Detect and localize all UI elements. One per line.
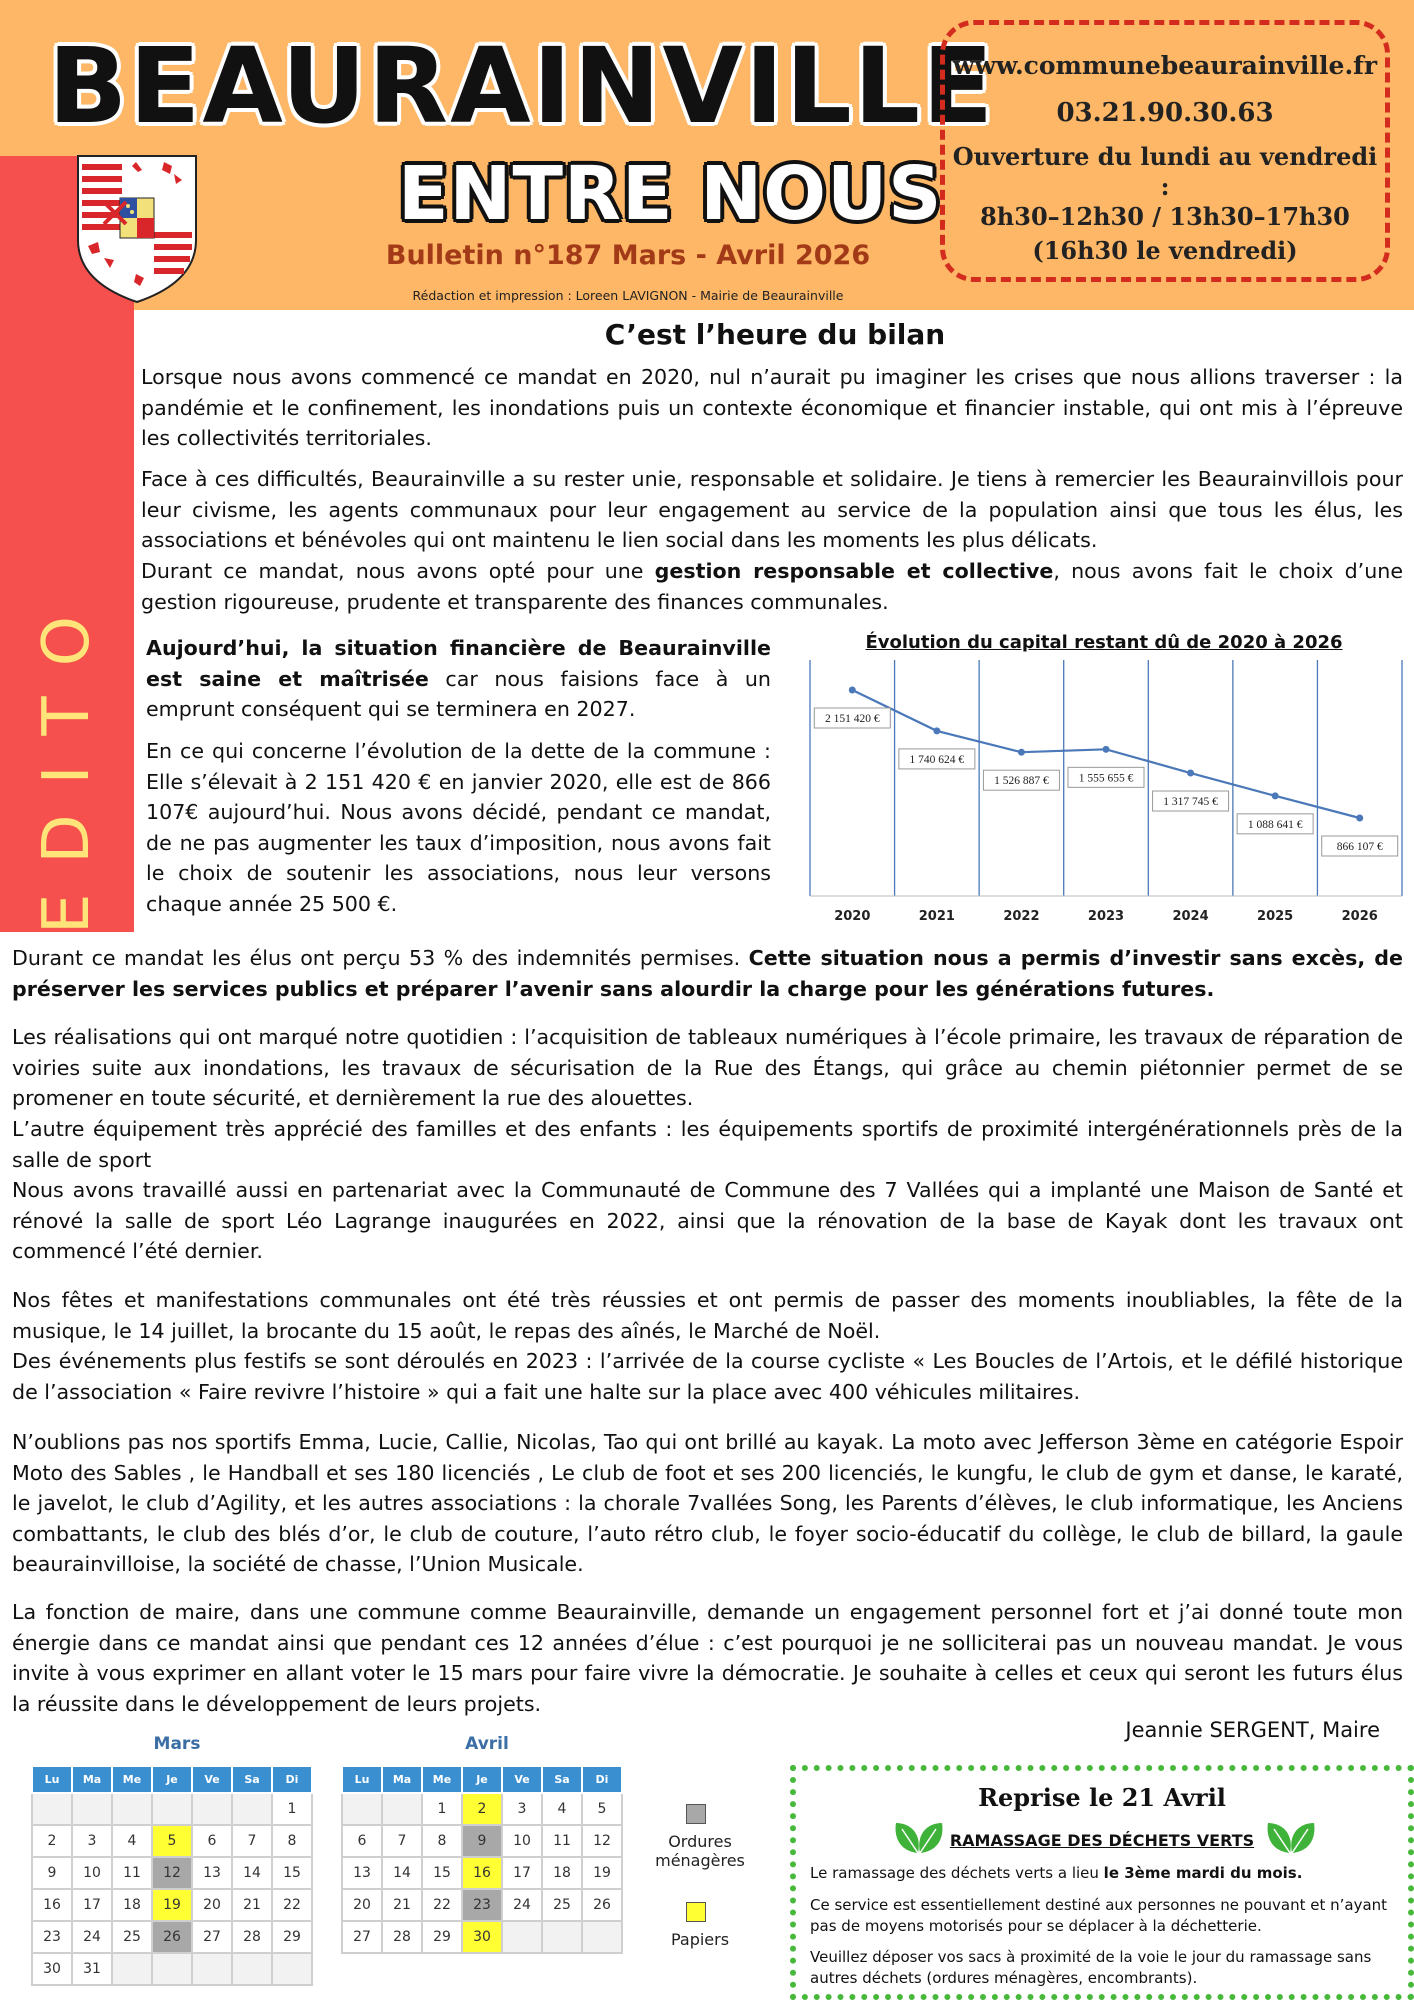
calendar-weekday-row: [342, 1766, 622, 1793]
calendar-day: [192, 1793, 232, 1825]
phone-number: 03.21.90.30.63: [1056, 98, 1274, 128]
weekday-header: Di: [272, 1766, 312, 1793]
calendar-day: [112, 1793, 152, 1825]
calendar-day: 11: [112, 1857, 152, 1889]
calendar-day: 10: [72, 1857, 112, 1889]
calendar-day: 15: [272, 1857, 312, 1889]
calendar-day: 21: [382, 1889, 422, 1921]
calendar-day: [342, 1793, 382, 1825]
legend-papiers-label: Papiers: [670, 1930, 730, 1949]
chart-point: [933, 727, 940, 734]
calendar-day: 29: [272, 1921, 312, 1953]
calendar-day: 2: [32, 1825, 72, 1857]
redaction-credit: Rédaction et impression : Loreen LAVIGNON - Mairie de Beaurainville: [412, 288, 844, 303]
edito-paragraph-1: Lorsque nous avons commencé ce mandat en 2020, nul n’aurait pu imaginer les crises que nous allions traverser : la pandémie et le confinement, les inondations puis un contexte économique et financier instable, qui ont mis à l’épreuve les collectivités territoriales.: [141, 365, 1403, 450]
calendar-day: 14: [382, 1857, 422, 1889]
edito-paragraph-7: Les réalisations qui ont marqué notre quotidien : l’acquisition de tableaux numériques à l’école primaire, les travaux de réparation de voiries suite aux inondations, les travaux de sécurisation de la Rue des Étangs, qui grâce au chemin piétonnier permet de se promener en toute sécurité, et dernièrement la rue des alouettes.: [12, 1025, 1403, 1110]
chart-x-tick-label: 2026: [1341, 909, 1378, 924]
calendar-day: 13: [192, 1857, 232, 1889]
edito-label: EDITO: [30, 585, 104, 935]
chart-data-label: 1 317 745 €: [1163, 796, 1218, 809]
calendar-day: 19: [152, 1889, 192, 1921]
calendar-day: 22: [422, 1889, 462, 1921]
calendar-day: 3: [72, 1825, 112, 1857]
calendar-day: 1: [422, 1793, 462, 1825]
debt-line-chart: [806, 660, 1406, 930]
calendar-day: 26: [582, 1889, 622, 1921]
calendar-day: 12: [152, 1857, 192, 1889]
calendar-day: 12: [582, 1825, 622, 1857]
p4-text: car nous faisions face à un emprunt conséquent qui se terminera en 2027.: [146, 666, 771, 721]
calendar-day: 14: [232, 1857, 272, 1889]
edito-paragraph-9: Nous avons travaillé aussi en partenariat avec la Communauté de Commune des 7 Vallées qui a implanté une Maison de Santé et rénové la salle de sport Léo Lagrange inaugurées en 2022, ainsi que la rénovation de la base de Kayak dont les travaux ont commencé l’été dernier.: [12, 1178, 1403, 1263]
edito-paragraph-4: [146, 633, 771, 725]
weekday-header: Me: [112, 1766, 152, 1793]
calendar-day: 3: [502, 1793, 542, 1825]
edito-paragraph-11: Des événements plus festifs se sont déroulés en 2023 : l’arrivée de la course cycliste « Les Boucles de l’Artois, et le défilé historique de l’association « Faire revivre l’histoire » qui a fait une halte sur la place avec 400 véhicules militaires.: [12, 1349, 1403, 1404]
edito-paragraph-6: [12, 943, 1403, 1004]
p3-text-c: , nous avons fait le choix d’une gestion rigoureuse, prudente et transparente des finances communales.: [141, 559, 1403, 614]
chart-point: [849, 687, 856, 694]
calendar-day: 28: [382, 1921, 422, 1953]
edito-paragraph-10: Nos fêtes et manifestations communales ont été très réussies et ont permis de passer des moments inoubliables, la fête de la musique, le 14 juillet, la brocante du 15 août, le repas des aînés, le Marché de Noël.: [12, 1288, 1403, 1343]
calendar-day: [232, 1793, 272, 1825]
weekday-header: Ve: [192, 1766, 232, 1793]
calendar-weekday-row: [32, 1766, 312, 1793]
newsletter-title: ENTRE NOUS: [398, 151, 943, 237]
chart-data-label: 1 555 655 €: [1078, 772, 1134, 785]
calendar-day: 4: [112, 1825, 152, 1857]
calendar-day: [272, 1953, 312, 1985]
weekday-header: Di: [582, 1766, 622, 1793]
calendar-day: 15: [422, 1857, 462, 1889]
weekday-header: Me: [422, 1766, 462, 1793]
weekday-header: Ma: [382, 1766, 422, 1793]
calendar-day: 7: [382, 1825, 422, 1857]
calendar-mars: [31, 1765, 313, 1986]
calendar-week-row: [32, 1793, 312, 1825]
chart-title: Évolution du capital restant dû de 2020 à 2026: [865, 632, 1343, 653]
calendar-day: 6: [192, 1825, 232, 1857]
calendar-week-row: [342, 1825, 622, 1857]
calendar-avril-title: Avril: [465, 1734, 509, 1754]
calendar-day: [32, 1793, 72, 1825]
weekday-header: Sa: [232, 1766, 272, 1793]
calendar-day: 29: [422, 1921, 462, 1953]
calendar-week-row: [32, 1825, 312, 1857]
weekday-header: Je: [462, 1766, 502, 1793]
bulletin-number: Bulletin n°187 Mars - Avril 2026: [385, 240, 871, 271]
green-box-title: Reprise le 21 Avril: [978, 1783, 1226, 1812]
green-line-1-text: Le ramassage des déchets verts a lieu: [810, 1864, 1104, 1882]
calendar-day: 20: [192, 1889, 232, 1921]
calendar-day: 23: [462, 1889, 502, 1921]
green-box-line-3: Veuillez déposer vos sacs à proximité de la voie le jour du ramassage sans autres déchets (ordures ménagères, encombrants).: [810, 1948, 1372, 1987]
calendar-day: 27: [192, 1921, 232, 1953]
chart-point: [1356, 815, 1363, 822]
weekday-header: Lu: [342, 1766, 382, 1793]
hours-line-2: 8h30–12h30 / 13h30–17h30: [980, 202, 1350, 231]
calendar-day: [152, 1953, 192, 1985]
coat-of-arms-logo: [74, 154, 200, 304]
calendar-day: 31: [72, 1953, 112, 1985]
chart-data-label: 1 740 624 €: [909, 753, 965, 766]
edito-paragraph-2: Face à ces difficultés, Beaurainville a su rester unie, responsable et solidaire. Je tiens à remercier les Beaurainvillois pour leur civisme, les agents communaux pour leur engagement au service de la population ainsi que tous les élus, les associations et bénévoles qui ont maintenu le lien social dans les moments les plus délicats.: [141, 467, 1403, 552]
calendar-day: 4: [542, 1793, 582, 1825]
weekday-header: Ve: [502, 1766, 542, 1793]
calendar-day: [382, 1793, 422, 1825]
chart-x-tick-label: 2021: [918, 909, 955, 924]
p6-text: Durant ce mandat les élus ont perçu 53 % des indemnités permises.: [12, 946, 749, 970]
calendar-week-row: [32, 1953, 312, 1985]
edito-paragraph-5: En ce qui concerne l’évolution de la dette de la commune : Elle s’élevait à 2 151 420 € en janvier 2020, elle est de 866 107€ aujourd’hui. Nous avons décidé, pendant ce mandat, de ne pas augmenter les taux d’imposition, nous avons fait le choix de soutenir les associations, nous leur versons chaque année 25 500 €.: [146, 739, 771, 916]
chart-x-tick-label: 2025: [1257, 909, 1294, 924]
calendar-day: 8: [422, 1825, 462, 1857]
calendar-day: 21: [232, 1889, 272, 1921]
calendar-day: 26: [152, 1921, 192, 1953]
calendar-day: 1: [272, 1793, 312, 1825]
chart-point: [1272, 792, 1279, 799]
calendar-day: 30: [462, 1921, 502, 1953]
calendar-day: 22: [272, 1889, 312, 1921]
green-box-line-1: [810, 1863, 1406, 1884]
green-box-line-2: Ce service est essentiellement destiné aux personnes ne pouvant et n’ayant pas de moyens motorisés pour se déplacer à la déchetterie.: [810, 1896, 1388, 1935]
calendar-day: 20: [342, 1889, 382, 1921]
chart-data-label: 2 151 420 €: [824, 713, 880, 725]
calendar-day: 6: [342, 1825, 382, 1857]
chart-x-tick-label: 2024: [1172, 909, 1209, 924]
weekday-header: Sa: [542, 1766, 582, 1793]
calendar-day: 13: [342, 1857, 382, 1889]
edito-paragraph-12: N’oublions pas nos sportifs Emma, Lucie, Callie, Nicolas, Tao qui ont brillé au kayak. La moto avec Jefferson 3ème en catégorie Espoir Moto des Sables , le Handball et ses 180 licenciés , Le club de foot et ses 200 licenciés, le kungfu, le club de gym et danse, le karaté, le javelot, le club d’Agility, et les autres associations : la chorale 7vallées Song, les Parents d’élèves, le club informatique, les Anciens combattants, le club des blés d’or, le club de couture, l’auto rétro club, le foyer socio-éducatif du collège, le club de billard, la gaule beaurainvilloise, la société de chasse, l’Union Musicale.: [12, 1430, 1403, 1576]
edito-paragraph-8: L’autre équipement très apprécié des familles et des enfants : les équipements sportifs de proximité intergénérationnels près de la salle de sport: [12, 1117, 1403, 1172]
calendar-day: [582, 1921, 622, 1953]
calendar-week-row: [342, 1793, 622, 1825]
chart-data-label: 866 107 €: [1336, 841, 1383, 853]
chart-data-label: 1 526 887 €: [994, 775, 1049, 788]
edito-heading: C’est l’heure du bilan: [604, 318, 946, 351]
calendar-day: 17: [72, 1889, 112, 1921]
edito-paragraph-13: La fonction de maire, dans une commune comme Beaurainville, demande un engagement personnel fort et j’ai donné toute mon énergie dans ce mandat ainsi que pendant ces 12 années d’élue : c’est pourquoi je ne solliciterai pas un nouveau mandat. Je vous invite à vous exprimer en allant voter le 15 mars pour faire vivre la démocratie. Je souhaite à celles et ceux qui seront les futurs élus la réussite dans le développement de leurs projets.: [12, 1600, 1403, 1716]
calendar-day: [502, 1921, 542, 1953]
chart-x-tick-label: 2023: [1087, 909, 1125, 924]
calendar-day: [542, 1921, 582, 1953]
green-box-subtitle: RAMASSAGE DES DÉCHETS VERTS: [949, 1831, 1255, 1850]
edito-paragraph-3: [141, 556, 1403, 617]
calendar-day: 18: [112, 1889, 152, 1921]
calendar-day: 23: [32, 1921, 72, 1953]
p4-text-bold: Aujourd’hui, la situation financière de Beaurainville est saine et maîtrisée: [146, 636, 771, 691]
calendar-day: 17: [502, 1857, 542, 1889]
calendar-day: 27: [342, 1921, 382, 1953]
p6-text-bold: Cette situation nous a permis d’investir sans excès, de préserver les services publics et préparer l’avenir sans alourdir la charge pour les générations futures.: [12, 946, 1403, 1001]
chart-data-label: 1 088 641 €: [1247, 818, 1303, 831]
calendar-day: 9: [32, 1857, 72, 1889]
legend-papiers-swatch: [686, 1902, 706, 1922]
calendar-day: 5: [152, 1825, 192, 1857]
hours-line-3: (16h30 le vendredi): [1032, 236, 1298, 265]
chart-point: [1187, 770, 1194, 777]
calendar-day: [152, 1793, 192, 1825]
calendar-day: 30: [32, 1953, 72, 1985]
calendar-day: 10: [502, 1825, 542, 1857]
chart-x-tick-label: 2020: [834, 909, 871, 924]
weekday-header: Ma: [72, 1766, 112, 1793]
calendar-day: [112, 1953, 152, 1985]
calendar-day: 8: [272, 1825, 312, 1857]
chart-point: [1018, 749, 1025, 756]
calendar-week-row: [32, 1889, 312, 1921]
calendar-mars-title: Mars: [153, 1734, 201, 1754]
calendar-day: 11: [542, 1825, 582, 1857]
calendar-day: 7: [232, 1825, 272, 1857]
calendar-day: 24: [502, 1889, 542, 1921]
hours-line-1: Ouverture du lundi au vendredi :: [952, 142, 1378, 201]
town-title: BEAURAINVILLE: [48, 25, 996, 147]
calendar-day: [72, 1793, 112, 1825]
calendar-day: [232, 1953, 272, 1985]
p3-text-bold: gestion responsable et collective: [654, 559, 1054, 583]
p3-text-a: Durant ce mandat, nous avons opté pour une: [141, 559, 655, 583]
edito-label-wrap: [0, 560, 134, 960]
calendar-week-row: [32, 1921, 312, 1953]
green-line-1-bold: le 3ème mardi du mois.: [1103, 1864, 1303, 1882]
calendar-day: 19: [582, 1857, 622, 1889]
calendar-week-row: [342, 1921, 622, 1953]
contact-box: [940, 20, 1390, 282]
calendar-week-row: [342, 1857, 622, 1889]
chart-x-tick-label: 2022: [1003, 909, 1040, 924]
calendar-day: 9: [462, 1825, 502, 1857]
chart-point: [1103, 746, 1110, 753]
weekday-header: Lu: [32, 1766, 72, 1793]
mayor-signature: Jeannie SERGENT, Maire: [1125, 1718, 1380, 1742]
legend-ordures-swatch: [686, 1804, 706, 1824]
calendar-week-row: [342, 1889, 622, 1921]
calendar-day: 16: [32, 1889, 72, 1921]
calendar-day: 2: [462, 1793, 502, 1825]
calendar-day: 28: [232, 1921, 272, 1953]
calendar-day: 16: [462, 1857, 502, 1889]
opening-hours: [945, 142, 1385, 232]
calendar-day: 25: [542, 1889, 582, 1921]
calendar-day: [192, 1953, 232, 1985]
calendar-day: 18: [542, 1857, 582, 1889]
green-waste-box: [790, 1765, 1414, 2000]
calendar-day: 25: [112, 1921, 152, 1953]
website-link[interactable]: www.communebeaurainville.fr: [952, 51, 1378, 80]
calendar-avril: [341, 1765, 623, 1954]
calendar-day: 24: [72, 1921, 112, 1953]
calendar-day: 5: [582, 1793, 622, 1825]
calendar-week-row: [32, 1857, 312, 1889]
legend-ordures-label: Ordures ménagères: [655, 1832, 745, 1870]
weekday-header: Je: [152, 1766, 192, 1793]
